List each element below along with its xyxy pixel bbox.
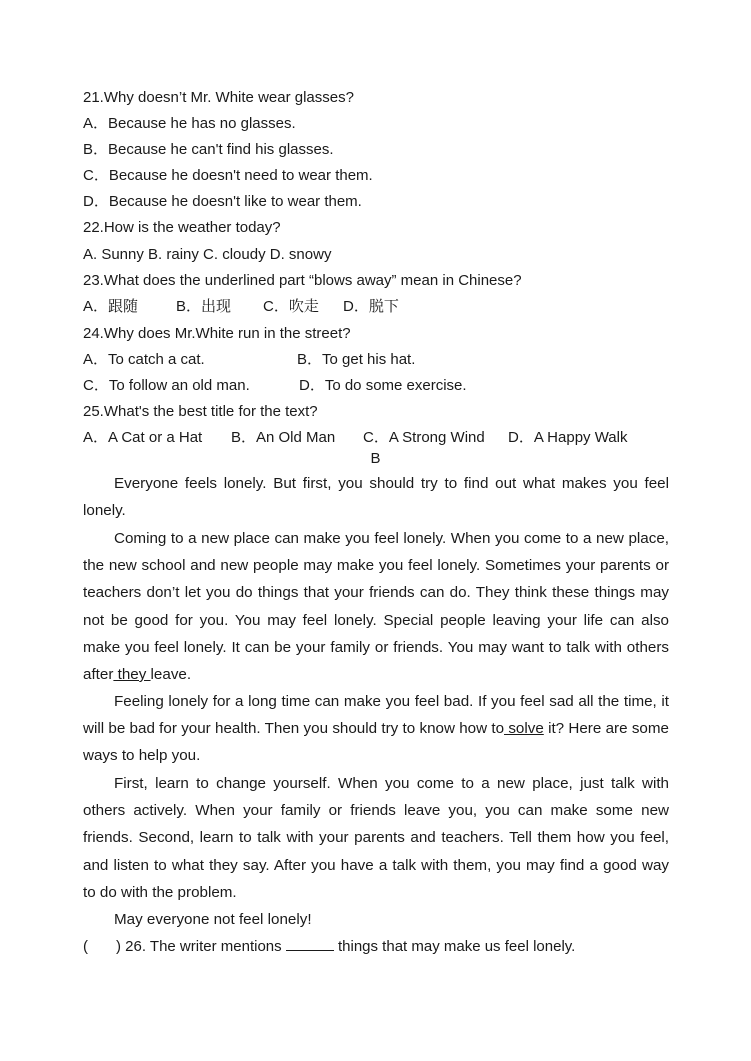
- question-24-option-c: C．To follow an old man.: [83, 377, 250, 394]
- question-22-stem: 22.How is the weather today?: [83, 219, 281, 236]
- question-21-stem: 21.Why doesn’t Mr. White wear glasses?: [83, 89, 354, 106]
- question-25-option-b: B．An Old Man: [231, 429, 336, 446]
- question-23-option-d: D．脱下: [343, 298, 399, 315]
- question-25-option-a: A．A Cat or a Hat: [83, 429, 203, 446]
- paragraph-2-end: leave.: [150, 666, 192, 684]
- underlined-solve: solve: [504, 720, 544, 738]
- passage-paragraph-3: [83, 688, 669, 770]
- question-24-option-a: A．To catch a cat.: [83, 351, 205, 368]
- section-label: B: [370, 450, 381, 467]
- question-24-stem: 24.Why does Mr.White run in the street?: [83, 325, 351, 342]
- paragraph-2-text: Coming to a new place can make you feel lonely. When you come to a new place, the new school and new people may make you feel lonely. Sometimes your parents or teachers don’t let you do things that your friends can do. They think these things may not be good for you. You may feel lonely. Special people leaving your life can also make you feel lonely. It can be your family or friends. You may want to talk with others after: [83, 530, 669, 684]
- passage-paragraph-5: May everyone not feel lonely!: [114, 911, 312, 928]
- question-25-option-d: D．A Happy Walk: [508, 429, 628, 446]
- question-21-option-d: D．Because he doesn't like to wear them.: [83, 193, 362, 210]
- fill-in-blank[interactable]: [286, 938, 334, 951]
- question-26-stem-end: things that may make us feel lonely.: [337, 938, 576, 955]
- question-22-options: A. Sunny B. rainy C. cloudy D. snowy: [83, 246, 332, 263]
- paragraph-3-end: it? Here are some ways to help you.: [83, 720, 669, 765]
- question-25-option-c: C．A Strong Wind: [363, 429, 485, 446]
- question-21-option-c: C．Because he doesn't need to wear them.: [83, 167, 373, 184]
- question-26: [83, 937, 575, 957]
- question-21-option-a: A．Because he has no glasses.: [83, 115, 296, 132]
- question-24-option-b: B．To get his hat.: [297, 351, 416, 368]
- passage-paragraph-4: First, learn to change yourself. When you come to a new place, just talk with others actively. When your family or friends leave you, you can make some new friends. Second, learn to talk with your parents and teachers. Tell them how you feel, and listen to what they say. After you have a talk with them, you may find a good way to do with the problem.: [83, 775, 669, 901]
- paragraph-3-text: Feeling lonely for a long time can make you feel bad. If you feel sad all the time, it will be bad for your health. Then you should try to know how to: [83, 693, 669, 738]
- answer-paren-close: ): [116, 938, 121, 955]
- question-23-stem: 23.What does the underlined part “blows away” mean in Chinese?: [83, 272, 522, 289]
- question-24-option-d: D．To do some exercise.: [299, 377, 467, 394]
- answer-paren-open: (: [83, 938, 88, 955]
- passage-paragraph-1: Everyone feels lonely. But first, you should try to find out what makes you feel lonely.: [83, 475, 669, 520]
- question-23-option-c: C．吹走: [263, 298, 319, 315]
- question-25-stem: 25.What's the best title for the text?: [83, 403, 318, 420]
- question-21-option-b: B．Because he can't find his glasses.: [83, 141, 334, 158]
- underlined-they: they: [113, 666, 151, 684]
- question-23-option-b: B．出现: [176, 298, 232, 315]
- question-23-option-a: A．跟随: [83, 298, 139, 315]
- passage-paragraph-2: [83, 525, 669, 688]
- question-26-stem: 26. The writer mentions: [125, 938, 282, 955]
